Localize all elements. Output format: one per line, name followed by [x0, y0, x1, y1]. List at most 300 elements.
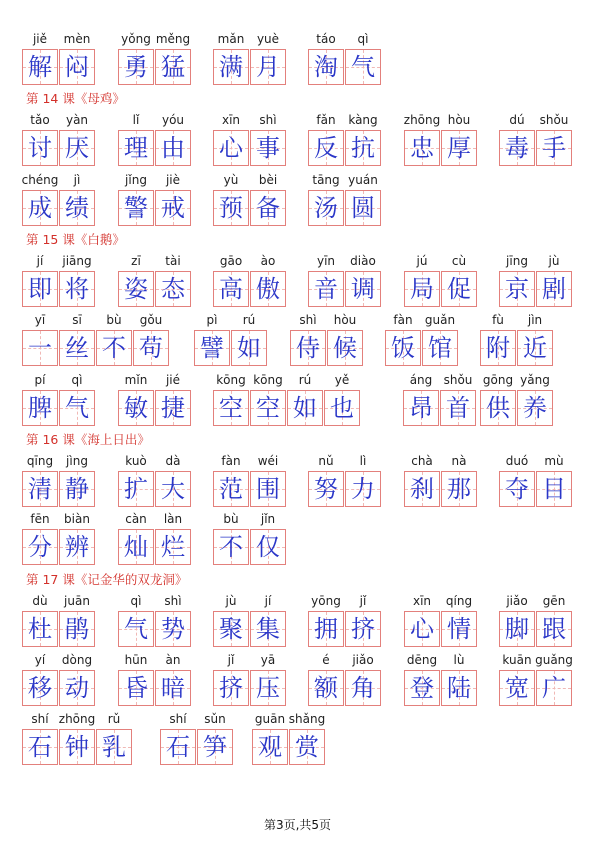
tianzige-cell — [22, 390, 58, 426]
pinyin: měng — [155, 32, 191, 46]
tianzige-cell — [499, 471, 535, 507]
hanzi-character: 分 — [28, 533, 52, 561]
hanzi-character: 供 — [486, 394, 510, 422]
tianzige-cell — [345, 271, 381, 307]
pinyin: qì — [130, 594, 142, 608]
tianzige-cell — [118, 471, 154, 507]
pinyin: guān — [254, 712, 286, 726]
pinyin: yǎng — [520, 373, 550, 387]
pinyin: jí — [36, 254, 44, 268]
hanzi-character: 反 — [314, 134, 338, 162]
hanzi-character: 讨 — [28, 134, 52, 162]
hanzi-character: 烂 — [161, 533, 185, 561]
pinyin: jìng — [66, 454, 88, 468]
hanzi-character: 宽 — [505, 674, 529, 702]
hanzi-character: 附 — [486, 334, 510, 362]
tianzige-cell — [250, 271, 286, 307]
pinyin: jiě — [32, 32, 48, 46]
pinyin: jǐn — [260, 512, 276, 526]
hanzi-character: 厌 — [65, 134, 89, 162]
pinyin: ào — [260, 254, 276, 268]
hanzi-character: 圆 — [351, 194, 375, 222]
hanzi-character: 挤 — [219, 674, 243, 702]
pinyin: yā — [260, 653, 276, 667]
hanzi-character: 心 — [219, 134, 243, 162]
pinyin: jìn — [527, 313, 543, 327]
tianzige-cell — [197, 729, 233, 765]
pinyin: rú — [298, 373, 312, 387]
hanzi-character: 忠 — [410, 134, 434, 162]
tianzige-cell — [155, 471, 191, 507]
hanzi-character: 赏 — [295, 733, 319, 761]
hanzi-character: 调 — [351, 275, 375, 303]
tianzige-cell — [22, 130, 58, 166]
tianzige-cell — [345, 611, 381, 647]
tianzige-cell — [480, 390, 516, 426]
pinyin: nǔ — [318, 454, 334, 468]
pinyin: hòu — [447, 113, 471, 127]
tianzige-cell — [22, 611, 58, 647]
pinyin: gōng — [482, 373, 514, 387]
tianzige-cell — [289, 729, 325, 765]
hanzi-character: 不 — [102, 334, 126, 362]
hanzi-character: 压 — [256, 674, 280, 702]
tianzige-cell — [213, 49, 249, 85]
tianzige-cell — [22, 471, 58, 507]
hanzi-character: 成 — [28, 194, 52, 222]
tianzige-cell — [213, 271, 249, 307]
hanzi-character: 剧 — [542, 275, 566, 303]
tianzige-cell — [385, 330, 421, 366]
hanzi-character: 预 — [219, 194, 243, 222]
hanzi-character: 局 — [410, 275, 434, 303]
tianzige-cell — [404, 611, 440, 647]
pinyin: zī — [131, 254, 141, 268]
tianzige-cell — [327, 330, 363, 366]
pinyin: xīn — [221, 113, 241, 127]
pinyin: jiāng — [62, 254, 92, 268]
hanzi-character: 拥 — [314, 615, 338, 643]
hanzi-character: 围 — [256, 475, 280, 503]
hanzi-character: 心 — [410, 615, 434, 643]
tianzige-cell — [308, 190, 344, 226]
hanzi-character: 仅 — [256, 533, 280, 561]
hanzi-character: 首 — [446, 394, 470, 422]
pinyin: xīn — [412, 594, 432, 608]
hanzi-character: 气 — [351, 53, 375, 81]
tianzige-cell — [96, 330, 132, 366]
hanzi-character: 目 — [542, 475, 566, 503]
pinyin: jiǎo — [506, 594, 528, 608]
hanzi-character: 暗 — [161, 674, 185, 702]
hanzi-character: 丝 — [65, 334, 89, 362]
hanzi-character: 如 — [293, 394, 317, 422]
hanzi-character: 挤 — [351, 615, 375, 643]
hanzi-character: 抗 — [351, 134, 375, 162]
hanzi-character: 高 — [219, 275, 243, 303]
pinyin: kuān — [502, 653, 532, 667]
hanzi-character: 努 — [314, 475, 338, 503]
tianzige-cell — [404, 471, 440, 507]
tianzige-cell — [250, 390, 286, 426]
hanzi-character: 满 — [219, 53, 243, 81]
tianzige-cell — [213, 670, 249, 706]
tianzige-cell — [118, 611, 154, 647]
pinyin: hūn — [124, 653, 148, 667]
tianzige-cell — [160, 729, 196, 765]
hanzi-character: 集 — [256, 615, 280, 643]
tianzige-cell — [345, 130, 381, 166]
pinyin: mèn — [63, 32, 91, 46]
hanzi-character: 聚 — [219, 615, 243, 643]
tianzige-cell — [155, 271, 191, 307]
hanzi-character: 那 — [447, 475, 471, 503]
tianzige-cell — [441, 271, 477, 307]
pinyin: tài — [165, 254, 181, 268]
tianzige-cell — [155, 611, 191, 647]
tianzige-cell — [22, 729, 58, 765]
hanzi-character: 大 — [161, 475, 185, 503]
hanzi-character: 月 — [256, 53, 280, 81]
pinyin: qīng — [26, 454, 54, 468]
pinyin: bèi — [258, 173, 278, 187]
pinyin: kōng — [253, 373, 283, 387]
tianzige-cell — [59, 471, 95, 507]
pinyin: cù — [451, 254, 467, 268]
tianzige-cell — [536, 271, 572, 307]
pinyin: yōng — [311, 594, 341, 608]
tianzige-cell — [213, 390, 249, 426]
tianzige-cell — [250, 49, 286, 85]
tianzige-cell — [22, 670, 58, 706]
pinyin: fǎn — [316, 113, 336, 127]
pinyin: dú — [509, 113, 525, 127]
hanzi-character: 观 — [258, 733, 282, 761]
pinyin: yóu — [161, 113, 185, 127]
pinyin: jù — [225, 594, 237, 608]
hanzi-character: 饭 — [391, 334, 415, 362]
pinyin: tǎo — [30, 113, 50, 127]
tianzige-cell — [250, 670, 286, 706]
lesson-title: 第 14 课《母鸡》 — [26, 91, 125, 106]
tianzige-cell — [250, 130, 286, 166]
hanzi-character: 毒 — [505, 134, 529, 162]
hanzi-character: 额 — [314, 674, 338, 702]
pinyin: rú — [242, 313, 256, 327]
hanzi-character: 汤 — [314, 194, 338, 222]
hanzi-character: 戒 — [161, 194, 185, 222]
tianzige-cell — [118, 190, 154, 226]
hanzi-character: 不 — [219, 533, 243, 561]
pinyin: áng — [409, 373, 433, 387]
pinyin: qíng — [445, 594, 473, 608]
tianzige-cell — [118, 670, 154, 706]
pinyin: gǒu — [139, 313, 163, 327]
hanzi-character: 登 — [410, 674, 434, 702]
pinyin: biàn — [64, 512, 90, 526]
tianzige-cell — [155, 190, 191, 226]
pinyin: shǒu — [539, 113, 569, 127]
pinyin: jiǎo — [352, 653, 374, 667]
lesson-title: 第 15 课《白鹅》 — [26, 232, 125, 247]
pinyin: fù — [492, 313, 504, 327]
hanzi-character: 理 — [124, 134, 148, 162]
pinyin: pí — [34, 373, 46, 387]
pinyin: jú — [416, 254, 428, 268]
tianzige-cell — [250, 471, 286, 507]
pinyin: kōng — [216, 373, 246, 387]
tianzige-cell — [308, 271, 344, 307]
pinyin: pì — [206, 313, 218, 327]
pinyin: sī — [72, 313, 82, 327]
tianzige-cell — [59, 330, 95, 366]
tianzige-cell — [441, 611, 477, 647]
pinyin: juān — [64, 594, 90, 608]
pinyin: bù — [223, 512, 239, 526]
hanzi-character: 静 — [65, 475, 89, 503]
pinyin: nà — [451, 454, 467, 468]
tianzige-cell — [536, 471, 572, 507]
hanzi-character: 备 — [256, 194, 280, 222]
tianzige-cell — [213, 611, 249, 647]
pinyin: jiè — [165, 173, 181, 187]
hanzi-character: 促 — [447, 275, 471, 303]
tianzige-cell — [287, 390, 323, 426]
hanzi-character: 音 — [314, 275, 338, 303]
hanzi-character: 势 — [161, 615, 185, 643]
hanzi-character: 即 — [28, 275, 52, 303]
hanzi-character: 手 — [542, 134, 566, 162]
pinyin: diào — [350, 254, 376, 268]
pinyin: shì — [299, 313, 317, 327]
tianzige-cell — [22, 529, 58, 565]
pinyin: shí — [31, 712, 49, 726]
tianzige-cell — [308, 49, 344, 85]
hanzi-character: 苟 — [139, 334, 163, 362]
pinyin: jīng — [506, 254, 528, 268]
pinyin: àn — [165, 653, 181, 667]
tianzige-cell — [404, 670, 440, 706]
tianzige-cell — [59, 130, 95, 166]
hanzi-character: 跟 — [542, 615, 566, 643]
pinyin: yīn — [316, 254, 336, 268]
tianzige-cell — [250, 529, 286, 565]
tianzige-cell — [22, 271, 58, 307]
hanzi-character: 夺 — [505, 475, 529, 503]
hanzi-character: 辨 — [65, 533, 89, 561]
pinyin: sǔn — [204, 712, 226, 726]
hanzi-character: 厚 — [447, 134, 471, 162]
tianzige-cell — [441, 670, 477, 706]
pinyin: chà — [411, 454, 433, 468]
pinyin: jì — [73, 173, 81, 187]
pinyin: jǐng — [125, 173, 147, 187]
pinyin: mù — [544, 454, 564, 468]
tianzige-cell — [59, 670, 95, 706]
pinyin: tāng — [312, 173, 340, 187]
pinyin: guǎn — [424, 313, 456, 327]
pinyin: é — [322, 653, 330, 667]
pinyin: kuò — [125, 454, 147, 468]
hanzi-character: 一 — [28, 334, 52, 362]
pinyin: shì — [259, 113, 277, 127]
hanzi-character: 清 — [28, 475, 52, 503]
tianzige-cell — [59, 271, 95, 307]
tianzige-cell — [403, 390, 439, 426]
tianzige-cell — [308, 611, 344, 647]
pinyin: hòu — [333, 313, 357, 327]
lesson-title: 第 16 课《海上日出》 — [26, 432, 150, 447]
hanzi-character: 乳 — [102, 733, 126, 761]
pinyin: zhōng — [403, 113, 441, 127]
hanzi-character: 昂 — [409, 394, 433, 422]
hanzi-character: 也 — [330, 394, 354, 422]
hanzi-character: 解 — [28, 53, 52, 81]
pinyin: guǎng — [535, 653, 573, 667]
hanzi-character: 气 — [65, 394, 89, 422]
tianzige-cell — [22, 49, 58, 85]
tianzige-cell — [324, 390, 360, 426]
hanzi-character: 捷 — [161, 394, 185, 422]
pinyin: gēn — [542, 594, 566, 608]
tianzige-cell — [213, 190, 249, 226]
tianzige-cell — [345, 670, 381, 706]
pinyin: zhōng — [58, 712, 96, 726]
hanzi-character: 姿 — [124, 275, 148, 303]
pinyin: shǒu — [443, 373, 473, 387]
hanzi-character: 情 — [447, 615, 471, 643]
pinyin: dù — [32, 594, 48, 608]
pinyin: jǐ — [227, 653, 235, 667]
hanzi-character: 将 — [65, 275, 89, 303]
pinyin: duó — [505, 454, 529, 468]
tianzige-cell — [22, 330, 58, 366]
hanzi-character: 动 — [65, 674, 89, 702]
tianzige-cell — [118, 271, 154, 307]
tianzige-cell — [517, 330, 553, 366]
tianzige-cell — [194, 330, 230, 366]
hanzi-character: 态 — [161, 275, 185, 303]
pinyin: yǒng — [121, 32, 151, 46]
tianzige-cell — [213, 529, 249, 565]
pinyin: yàn — [65, 113, 89, 127]
hanzi-character: 移 — [28, 674, 52, 702]
hanzi-character: 淘 — [314, 53, 338, 81]
pinyin: yuè — [256, 32, 280, 46]
hanzi-character: 石 — [28, 733, 52, 761]
pinyin: shǎng — [288, 712, 326, 726]
tianzige-cell — [59, 611, 95, 647]
pinyin: shì — [164, 594, 182, 608]
tianzige-cell — [404, 271, 440, 307]
hanzi-character: 傲 — [256, 275, 280, 303]
tianzige-cell — [290, 330, 326, 366]
hanzi-character: 闷 — [65, 53, 89, 81]
tianzige-cell — [536, 130, 572, 166]
hanzi-character: 京 — [505, 275, 529, 303]
hanzi-character: 绩 — [65, 194, 89, 222]
hanzi-character: 石 — [166, 733, 190, 761]
hanzi-character: 空 — [219, 394, 243, 422]
tianzige-cell — [155, 49, 191, 85]
pinyin: mǐn — [124, 373, 148, 387]
pinyin: làn — [163, 512, 183, 526]
pinyin: yuán — [348, 173, 378, 187]
tianzige-cell — [155, 529, 191, 565]
tianzige-cell — [536, 611, 572, 647]
tianzige-cell — [22, 190, 58, 226]
pinyin: jié — [165, 373, 181, 387]
pinyin: gāo — [219, 254, 243, 268]
hanzi-character: 脚 — [505, 615, 529, 643]
tianzige-cell — [118, 130, 154, 166]
hanzi-character: 养 — [523, 394, 547, 422]
tianzige-cell — [118, 390, 154, 426]
tianzige-cell — [404, 130, 440, 166]
tianzige-cell — [96, 729, 132, 765]
tianzige-cell — [118, 49, 154, 85]
hanzi-character: 由 — [161, 134, 185, 162]
hanzi-character: 警 — [124, 194, 148, 222]
hanzi-character: 力 — [351, 475, 375, 503]
tianzige-cell — [499, 611, 535, 647]
tianzige-cell — [345, 471, 381, 507]
pinyin: shí — [169, 712, 187, 726]
hanzi-character: 鹃 — [65, 615, 89, 643]
pinyin: yě — [334, 373, 350, 387]
pinyin: fēn — [30, 512, 50, 526]
tianzige-cell — [441, 471, 477, 507]
lesson-title: 第 17 课《记金华的双龙洞》 — [26, 572, 188, 587]
hanzi-character: 陆 — [447, 674, 471, 702]
pinyin: jí — [264, 594, 272, 608]
hanzi-character: 空 — [256, 394, 280, 422]
pinyin: lǐ — [132, 113, 140, 127]
pinyin: yī — [34, 313, 46, 327]
pinyin: táo — [316, 32, 336, 46]
tianzige-cell — [308, 471, 344, 507]
hanzi-character: 事 — [256, 134, 280, 162]
tianzige-cell — [517, 390, 553, 426]
hanzi-character: 昏 — [124, 674, 148, 702]
hanzi-character: 譬 — [200, 334, 224, 362]
hanzi-character: 敏 — [124, 394, 148, 422]
tianzige-cell — [155, 390, 191, 426]
pinyin: càn — [125, 512, 147, 526]
hanzi-character: 灿 — [124, 533, 148, 561]
hanzi-character: 笋 — [203, 733, 227, 761]
tianzige-cell — [213, 130, 249, 166]
tianzige-cell — [250, 611, 286, 647]
pinyin: chéng — [21, 173, 59, 187]
hanzi-character: 候 — [333, 334, 357, 362]
hanzi-character: 范 — [219, 475, 243, 503]
hanzi-character: 角 — [351, 674, 375, 702]
pinyin: jǐ — [359, 594, 367, 608]
pinyin: lì — [359, 454, 367, 468]
tianzige-cell — [59, 49, 95, 85]
hanzi-character: 扩 — [124, 475, 148, 503]
pinyin: fàn — [393, 313, 413, 327]
tianzige-cell — [59, 190, 95, 226]
pinyin: rǔ — [107, 712, 121, 726]
tianzige-cell — [499, 271, 535, 307]
tianzige-cell — [213, 471, 249, 507]
tianzige-cell — [441, 130, 477, 166]
pinyin: lù — [453, 653, 465, 667]
pinyin: qì — [357, 32, 369, 46]
hanzi-character: 刹 — [410, 475, 434, 503]
